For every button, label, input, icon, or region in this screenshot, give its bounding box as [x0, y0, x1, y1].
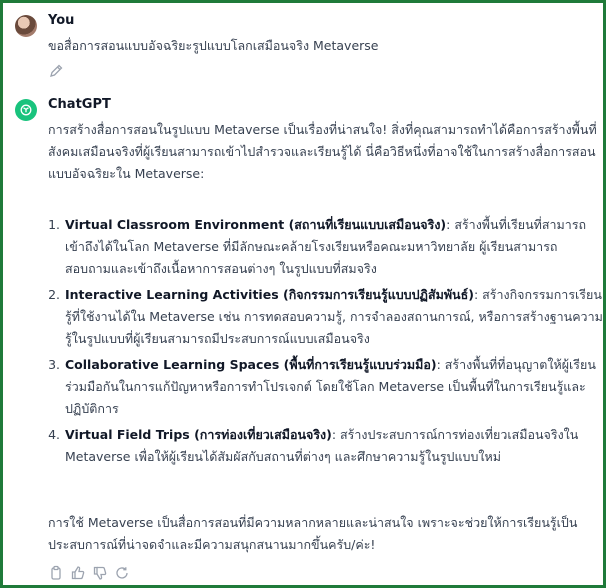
assistant-intro: การสร้างสื่อการสอนในรูปแบบ Metaverse เป็นเรื่องที่น่าสนใจ! สิ่งที่คุณสามารถทำได้คือการสร้างพื้นที่สังคมเสมือนจริงที่ผู้เรียนสามารถเข้าไปสำรวจและเรียนรู้ได้ นี่คือวิธีหนึ่งที่อาจใช้ในการสร้างสื่อการสอนแบบอัจฉริยะใน Metaverse:	[48, 122, 597, 181]
copy-icon[interactable]	[48, 565, 64, 581]
pencil-icon[interactable]	[48, 63, 64, 79]
user-message-text: ขอสื่อการสอนแบบอัจฉริยะรูปแบบโลกเสมือนจริง Metaverse	[48, 38, 379, 53]
list-item-body: : สร้างประสบการณ์การท่องเที่ยวเสมือนจริงใน Metaverse เพื่อให้ผู้เรียนได้สัมผัสกับสถานที่ต่างๆ และศึกษาความรู้ในรูปแบบใหม่	[65, 427, 579, 464]
user-avatar	[15, 15, 37, 37]
list-item-body: : สร้างกิจกรรมการเรียนรู้ที่ใช้งานได้ใน Metaverse เช่น การทดสอบความรู้, การจำลองสถานการณ์, หรือการสร้างฐานความรู้ในรูปแบบที่ผู้เรียนสามารถมีประสบการณ์แบบเสมือนจริง	[65, 287, 603, 346]
list-item-title: Virtual Classroom Environment (สถานที่เรียนแบบเสมือนจริง)	[65, 217, 447, 232]
list-item	[48, 424, 603, 468]
list-item-body: : สร้างพื้นที่เรียนที่สามารถเข้าถึงได้ในโลก Metaverse ที่มีลักษณะคล้ายโรงเรียนหรือคณะมหาวิทยาลัย ผู้เรียนสามารถสอบถามและเข้าถึงเนื้อหาการสอนต่างๆ ในรูปแบบที่สมจริง	[65, 217, 587, 276]
assistant-name: ChatGPT	[48, 97, 111, 112]
user-name: You	[48, 13, 75, 28]
list-item-number: 1.	[48, 217, 60, 232]
list-item	[48, 354, 603, 420]
ideas-list	[48, 214, 603, 472]
list-item	[48, 214, 603, 280]
list-item-title: Virtual Field Trips (การท่องเที่ยวเสมือนจริง)	[65, 427, 332, 442]
list-item-title: Collaborative Learning Spaces (พื้นที่การเรียนรู้แบบร่วมมือ)	[65, 357, 437, 372]
list-item-title: Interactive Learning Activities (กิจกรรมการเรียนรู้แบบปฏิสัมพันธ์)	[65, 287, 474, 302]
list-item-number: 3.	[48, 357, 60, 372]
thumbs-down-icon[interactable]	[92, 565, 108, 581]
list-item-body: : สร้างพื้นที่ที่อนุญาตให้ผู้เรียนร่วมมือกันในการแก้ปัญหาหรือการทำโปรเจกต์ โดยใช้โลก Metaverse เป็นพื้นที่ในการเรียนรู้และปฏิบัติการ	[65, 357, 596, 416]
assistant-outro: การใช้ Metaverse เป็นสื่อการสอนที่มีความหลากหลายและน่าสนใจ เพราะจะช่วยให้การเรียนรู้เป็นประสบการณ์ที่น่าจดจำและมีความสนุกสนานมากขึ้นครับ/ค่ะ!	[48, 515, 578, 552]
thumbs-up-icon[interactable]	[70, 565, 86, 581]
chatgpt-logo-icon	[15, 99, 37, 121]
list-item-number: 2.	[48, 287, 60, 302]
message-actions	[48, 565, 130, 581]
regenerate-icon[interactable]	[114, 565, 130, 581]
list-item	[48, 284, 603, 350]
list-item-number: 4.	[48, 427, 60, 442]
